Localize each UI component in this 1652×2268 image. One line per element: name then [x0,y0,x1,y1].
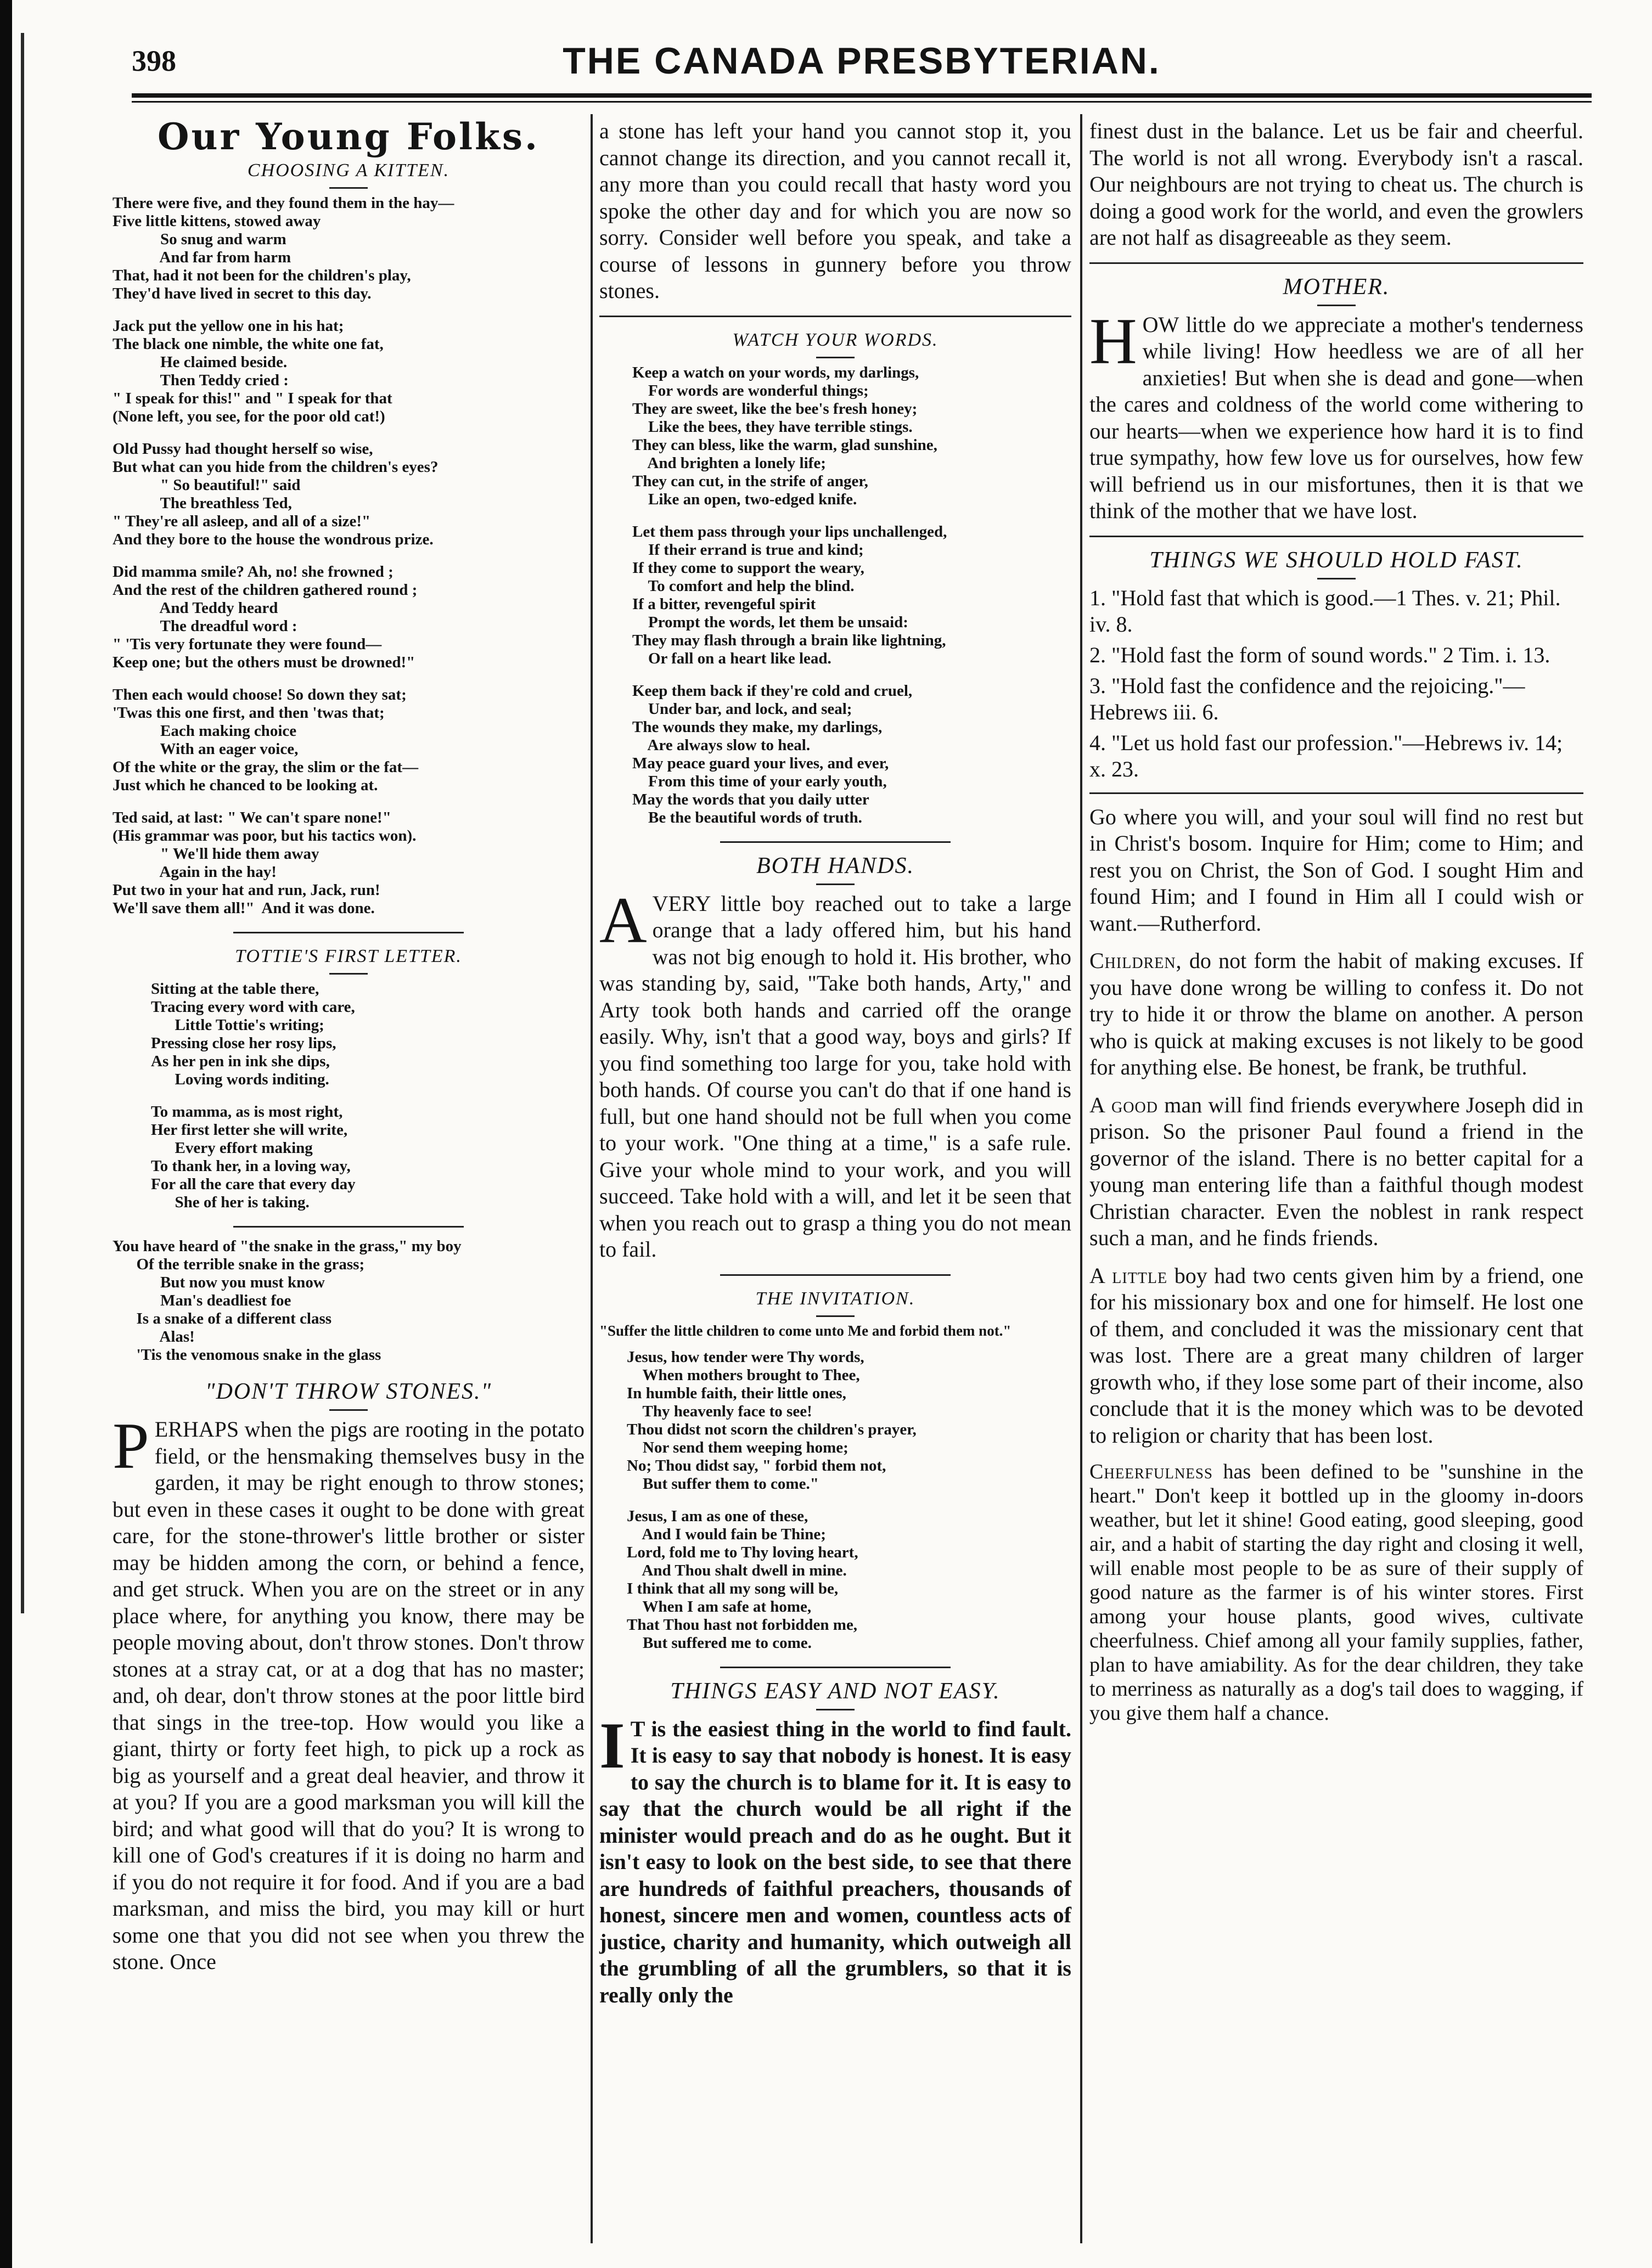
poem-stanza: Jesus, how tender were Thy words, When mothers brought to Thee, In humble faith, their little ones, Thy heavenly face to see! Thou didst not scorn the children's prayer, Nor send them weeping home; No; Thou didst say, " forbid them not, But suffer them to come." [627,1348,917,1493]
poem-stanza: To mamma, as is most right, Her first letter she will write, Every effort making To thank her, in a loving way, For all the care that every day She of her is taking. [151,1103,356,1211]
poem-watch-words [599,364,1071,827]
paragraph-missionary-cent: A little boy had two cents given him by a friend, one for his missionary box and one for himself. He lost one of them, and concluded it was the missionary cent that was lost. There are a great many children of larger growth who, if they lose some part of their income, also conclude that it is the money which was to be devoted to religion or charity that has been lost. [1089,1263,1583,1448]
paragraph-cheerfulness: Cheerfulness has been defined to be "sunshine in the heart." Don't keep it bottled up in the gloomy in-doors weather, but let it shine! Good eating, good sleeping, good air, and a habit of starting the day right and closing it well, will enable most people to be as sure of their supply of good nature as the farmer is of his winter stores. First among your house plants, good wives, cultivate cheerfulness. Chief among all your family supplies, father, plan to have amiability. As for the dear children, they take to merriness as naturally as a dog's tail does to wagging, if you give them half a chance. [1089,1460,1583,1725]
poem-stanza: Sitting at the table there, Tracing every word with care, Little Tottie's writing; Pressing close her rosy lips, As her pen in ink she dips, Loving words inditing. [151,980,355,1088]
poem-title-kitten: CHOOSING A KITTEN. [247,160,450,181]
list-item: 2. "Hold fast the form of sound words." 2 Tim. i. 13. [1089,642,1550,667]
running-title: THE CANADA PRESBYTERIAN. [563,40,1161,82]
poem-title-watch-words: WATCH YOUR WORDS. [732,329,939,350]
article-continuation: finest dust in the balance. Let us be fair and cheerful. The world is not all wrong. Everybody isn't a rascal. Our neighbours are not trying to cheat us. The church is doing a good work for the world, and even the growlers are not half as disagreeable as they seem. [1089,119,1583,250]
list-item: 4. "Let us hold fast our profession."—Hebrews iv. 14; x. 23. [1089,730,1563,781]
column-divider-1 [591,114,593,2243]
poem-stanza: Did mamma smile? Ah, no! she frowned ; And the rest of the children gathered round ; And Teddy heard The dreadful word : " 'Tis very fortunate they were found— Keep one; but the others must be drowned!" [113,563,418,671]
poem-stanza: Keep them back if they're cold and cruel, Under bar, and lock, and seal; The wounds they make, my darlings, Are always slow to heal. May peace guard your lives, and ever, From this time of your early youth, May the words that you daily utter Be the beautiful words of truth. [632,682,913,826]
poem-stanza: Jack put the yellow one in his hat; The black one nimble, the white one fat, He claimed beside. Then Teddy cried : " I speak for this!" and " I speak for that (None left, you see, for the poor old cat!) [113,317,392,425]
column-3 [1089,118,1583,1736]
header-rule-thick [132,93,1592,98]
poem-stanza: Old Pussy had thought herself so wise, But what can you hide from the children's eyes? " So beautiful!" said The breathless Ted, " They're all asleep, and all of a size!" And they bore to the house the wondrous prize. [113,440,439,548]
poem-stanza: Let them pass through your lips unchallenged, If their errand is true and kind; If they come to support the weary, To comfort and help the blind. If a bitter, revengeful spirit Prompt the words, let them be unsaid: They may flash through a brain like lightning, Or fall on a heart like lead. [632,522,947,667]
paragraph-rest: Go where you will, and your soul will find no rest but in Christ's bosom. Inquire for Him; come to Him; and rest you on Christ, the Son of God. I sought Him and found Him; and I found in Him all I could wish or want.—Rutherford. [1089,804,1583,936]
article-title-hold-fast: THINGS WE SHOULD HOLD FAST. [1149,547,1524,573]
binding-edge [0,0,12,2268]
poem-tottie [113,980,585,1212]
list-item: 3. "Hold fast the confidence and the rejoicing."—Hebrews iii. 6. [1089,673,1525,724]
article-both-hands: AVERY little boy reached out to take a large orange that a lady offered him, but his hand was not big enough to hold it. His brother, who was standing by, said, "Take both hands, Arty," and Arty took both hands and carried off the orange easily. Why, isn't that a good way, boys and girls? If you find something too large for you, take hold with both hands. Of course you can't do that if one hand is full, but one hand should not be full when you come to your work. "One thing at a time," is a safe rule. Give your whole mind to your work, and you will succeed. Take hold with a will, and let it be seen that when you reach out to grasp a thing you do not mean to fail. [599,883,1071,1262]
column-1 [113,115,585,1986]
poem-stanza: Keep a watch on your words, my darlings, For words are wonderful things; They are sweet, like the bee's fresh honey; Like the bees, they have terrible stings. They can bless, like the warm, glad sunshine, And brighten a lonely life; They can cut, in the strife of anger, Like an open, two-edged knife. [632,363,937,508]
poem-stanza: Then each would choose! So down they sat; 'Twas this one first, and then 'twas that; Each making choice With an eager voice, Of the white or the gray, the slim or the fat— Just which he chanced to be looking at. [113,686,419,794]
article-title-mother: MOTHER. [1283,274,1390,300]
article-continuation: a stone has left your hand you cannot stop it, you cannot change its direction, and you cannot recall it, any more than you could recall that hasty word you spoke the other day and for which you are now so sorry. Consider well before you speak, and take a course of lessons in gunnery before you throw stones. [599,119,1071,303]
column-divider-2 [1080,114,1082,2243]
poem-kitten [113,194,585,918]
column-2 [599,118,1071,2019]
poem-stanza: There were five, and they found them in the hay— Five little kittens, stowed away So snug and warm And far from harm That, had it not been for the children's play, They'd have lived in secret to this day. [113,194,454,302]
header-rule-thin [132,101,1592,103]
list-item: 1. "Hold fast that which is good.—1 Thes. v. 21; Phil. iv. 8. [1089,585,1561,637]
poem-title-tottie: TOTTIE'S FIRST LETTER. [235,946,462,966]
page-number: 398 [132,44,176,77]
page-header [132,34,1592,83]
article-title-things-easy: THINGS EASY AND NOT EASY. [670,1678,1001,1704]
poem-stanza: Ted said, at last: " We can't spare none!" (His grammar was poor, but his tactics won). " We'll hide them away Again in the hay! Put two in your hat and run, Jack, run! We'll save them all!" And it was done. [113,809,417,917]
poem-title-invitation: THE INVITATION. [755,1288,915,1309]
article-dont-throw-stones: PERHAPS when the pigs are rooting in the potato field, or the hensmaking themselves busy in the garden, it may be right enough to throw stones; but even in these cases it ought to be done with great care, for the stone-thrower's little brother or sister may be hidden among the corn, or behind a fence, and get struck. When you are on the street or in any place where, for anything you know, there may be people moving about, don't throw stones. Don't throw stones at a stray cat, or at a dog that has no master; and, oh dear, don't throw stones at the poor little bird that sings in the tree-top. How would you like a giant, thirty or forty feet high, to pick up a rock as big as yourself and a great deal heavier, and throw it at you? If you are a good marksman you will kill the bird; and what good will that do you? It is wrong to kill one of God's creatures if it is doing no harm and if you do not require it for food. And if you are a bad marksman, and miss the bird, you may kill or hurt some one that you did not see when you threw the stone. Once [113,1409,585,1974]
article-things-easy: I T is the easiest thing in the world to find fault. It is easy to say that nobody is honest. It is easy to say the church is to blame for it. It is easy to say that the church would be all right if the minister would preach and do as he ought. But it isn't easy to look on the best side, to see that there are hundreds of faithful preachers, thousands of honest, sincere men and women, countless acts of justice, charity and humanity, which outweigh all the grumbling of all the grumblers, so that it is really only the [599,1708,1071,2007]
article-title-dont-throw-stones: "DON'T THROW STONES." [205,1379,492,1404]
poem-invitation [599,1348,1071,1652]
paragraph-friends: A good man will find friends everywhere Joseph did in prison. So the prisoner Paul found a friend in the governor of the island. There is no better capital for a young man entering life than a faithful though modest Christian character. Even the noblest in rank respect such a man, and he finds friends. [1089,1092,1583,1250]
article-title-both-hands: BOTH HANDS. [756,853,914,879]
poem-epigraph: "Suffer the little children to come unto Me and forbid them not." [599,1322,1012,1339]
section-title: Our Young Folks. [158,115,540,158]
article-mother: HOW little do we appreciate a mother's tenderness while living! How heedless we are of all her anxieties! But when she is dead and gone—when the cares and coldness of the world come withering to our hearts—when we experience how hard it is to find true sympathy, how few love us for ourselves, how few will befriend us in our misfortunes, then it is that we think of the mother that we have lost. [1089,304,1583,523]
poem-snake: You have heard of "the snake in the grass," my boy Of the terrible snake in the grass; But now you must know Man's deadliest foe Is a snake of a different class Alas! 'Tis the venomous snake in the glass [113,1237,462,1364]
binding-shadow [21,33,24,1613]
poem-stanza: Jesus, I am as one of these, And I would fain be Thine; Lord, fold me to Thy loving heart, And Thou shalt dwell in mine. I think that all my song will be, When I am safe at home, That Thou hast not forbidden me, But suffered me to come. [627,1507,858,1652]
paragraph-excuses: Children, do not form the habit of making excuses. If you have done wrong be willing to confess it. Do not try to hide it or throw the blame on another. A person who is quick at making excuses is not likely to be good for anything else. Be honest, be frank, be truthful. [1089,948,1583,1079]
